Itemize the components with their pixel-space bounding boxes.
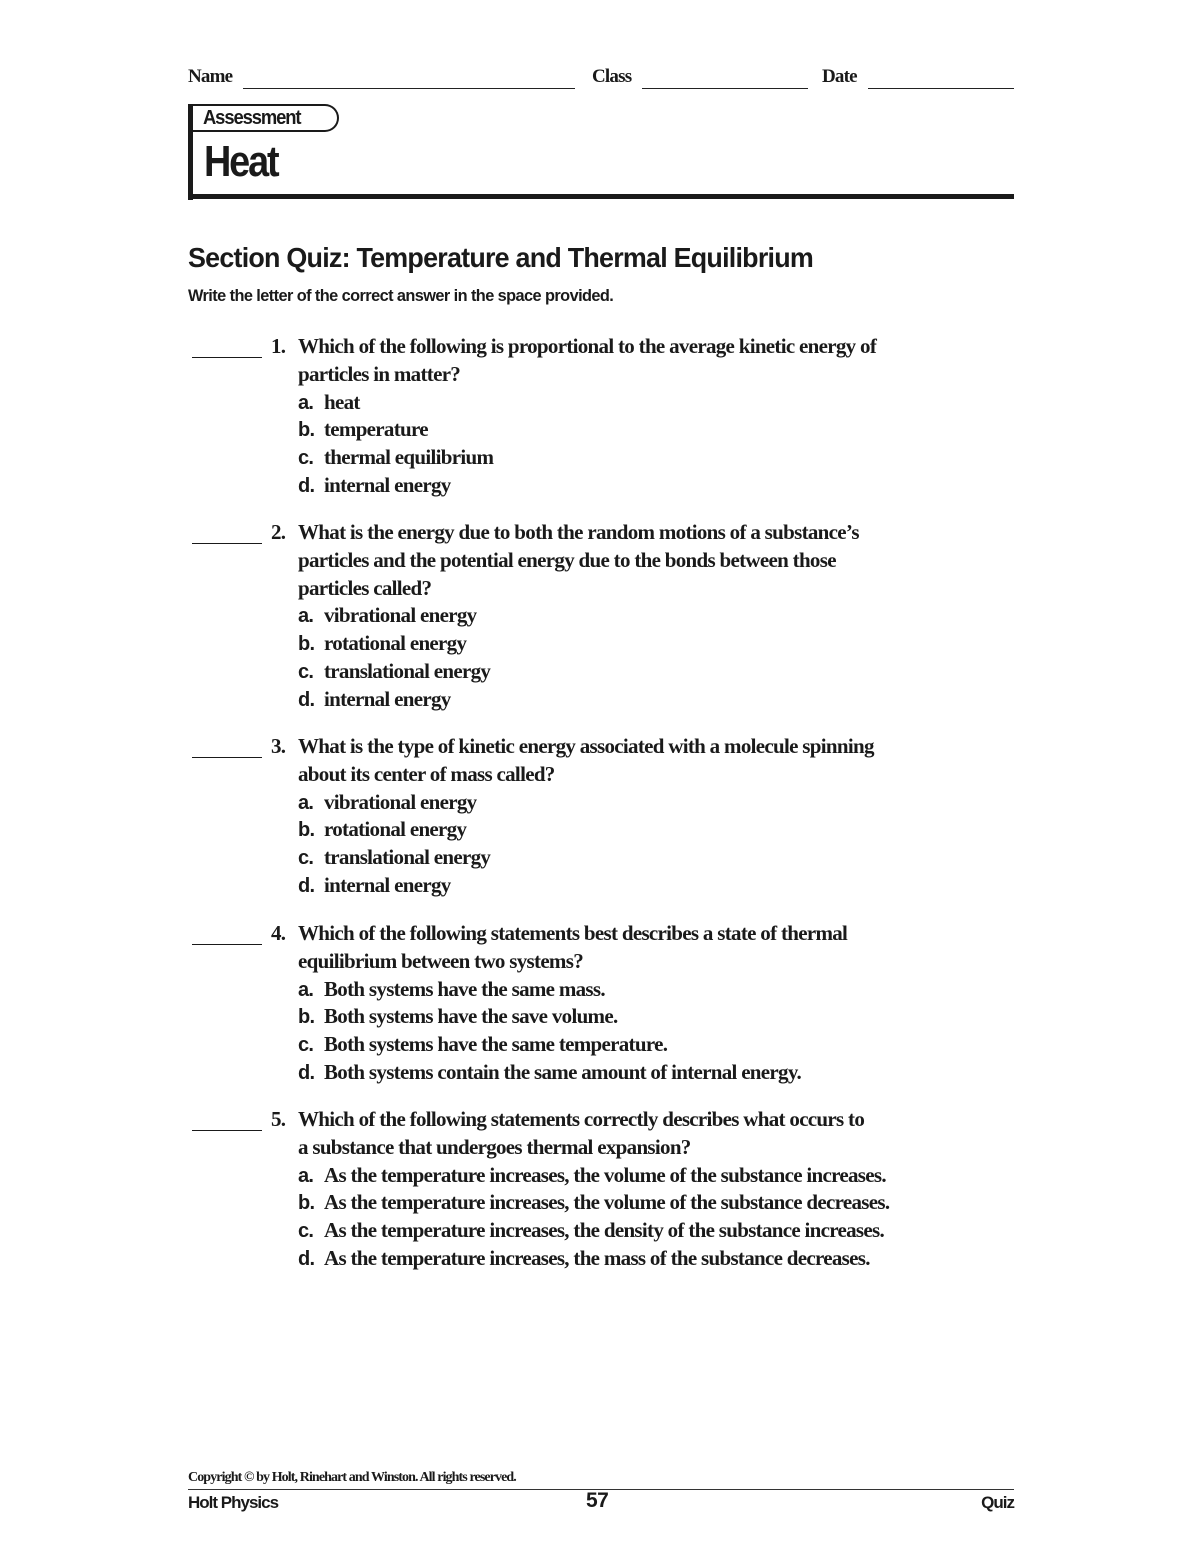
option-letter: a. (298, 978, 314, 1001)
section-title: Section Quiz: Temperature and Thermal Equilibrium (188, 242, 814, 273)
class-field[interactable] (642, 88, 808, 89)
option-letter: b. (298, 1006, 315, 1029)
option-b (298, 416, 493, 444)
answer-blank-5[interactable] (192, 1130, 262, 1131)
student-info-header (188, 66, 1014, 90)
assessment-tag-label: Assessment (203, 107, 301, 129)
answer-blank-1[interactable] (192, 357, 262, 358)
answer-blank-2[interactable] (192, 543, 262, 544)
option-a (298, 389, 493, 417)
option-text: vibrational energy (324, 789, 477, 814)
answer-blank-3[interactable] (192, 757, 262, 758)
stem-line: equilibrium between two systems? (298, 948, 584, 973)
stem-line: about its center of mass called? (298, 761, 555, 786)
option-text: temperature (324, 417, 428, 442)
question-stem (298, 920, 1018, 976)
footer-doc-type: Quiz (981, 1493, 1014, 1512)
option-c (298, 658, 490, 686)
option-c (298, 844, 490, 872)
stem-line: particles called? (298, 575, 432, 600)
name-label: Name (188, 66, 233, 87)
option-text: heat (324, 389, 360, 414)
option-text: As the temperature increases, the density of the substance increases. (324, 1218, 885, 1243)
date-label: Date (822, 66, 857, 87)
option-text: translational energy (324, 658, 491, 683)
footer-book-title: Holt Physics (188, 1493, 279, 1512)
stem-line: What is the energy due to both the random motions of a substance’s (298, 520, 859, 544)
options-list (298, 976, 801, 1087)
option-letter: d. (298, 874, 315, 897)
chapter-title: Heat (204, 137, 278, 186)
class-label: Class (592, 66, 632, 87)
option-letter: c. (298, 1034, 314, 1057)
option-c (298, 444, 493, 472)
option-a (298, 1162, 889, 1190)
question-number: 5. (271, 1107, 286, 1131)
banner-bottom-rule (188, 194, 1014, 199)
option-text: As the temperature increases, the mass of the substance decreases. (324, 1245, 870, 1270)
option-letter: b. (298, 633, 315, 656)
option-c (298, 1217, 889, 1245)
option-b (298, 630, 490, 658)
option-letter: a. (298, 791, 314, 814)
question-number: 1. (271, 334, 286, 358)
option-letter: d. (298, 474, 315, 497)
option-text: Both systems have the save volume. (324, 1004, 618, 1029)
question-stem (298, 519, 1018, 602)
option-text: translational energy (324, 845, 491, 870)
option-letter: d. (298, 1247, 315, 1270)
option-letter: a. (298, 1164, 314, 1187)
assessment-tag (191, 104, 339, 132)
option-b (298, 1189, 889, 1217)
option-text: internal energy (324, 472, 451, 497)
stem-line: Which of the following statements correctly describes what occurs to (298, 1107, 865, 1131)
option-c (298, 1031, 801, 1059)
name-field[interactable] (243, 88, 575, 89)
option-b (298, 816, 490, 844)
option-d (298, 1059, 801, 1087)
options-list (298, 789, 490, 900)
assessment-banner (188, 104, 1014, 200)
stem-line: particles in matter? (298, 361, 461, 386)
option-a (298, 602, 490, 630)
question-stem (298, 1106, 1018, 1162)
page-number: 57 (586, 1489, 609, 1512)
options-list (298, 1162, 889, 1273)
stem-line: Which of the following statements best describes a state of thermal (298, 921, 848, 945)
option-letter: c. (298, 447, 314, 470)
stem-line: Which of the following is proportional to the average kinetic energy of (298, 334, 877, 358)
option-letter: c. (298, 847, 314, 870)
question-number: 2. (271, 520, 286, 544)
answer-blank-4[interactable] (192, 944, 262, 945)
option-d (298, 872, 490, 900)
options-list (298, 389, 493, 500)
stem-line: particles and the potential energy due to the bonds between those (298, 547, 836, 572)
option-a (298, 789, 490, 817)
option-letter: a. (298, 605, 314, 628)
option-text: Both systems have the same mass. (324, 976, 605, 1001)
stem-line: a substance that undergoes thermal expansion? (298, 1134, 691, 1159)
option-letter: d. (298, 688, 315, 711)
option-d (298, 1245, 889, 1273)
question-number: 3. (271, 734, 286, 758)
option-d (298, 686, 490, 714)
option-text: Both systems contain the same amount of internal energy. (324, 1059, 802, 1084)
option-b (298, 1003, 801, 1031)
option-text: As the temperature increases, the volume of the substance increases. (324, 1162, 886, 1187)
question-stem (298, 733, 1018, 789)
option-text: vibrational energy (324, 603, 477, 628)
option-text: internal energy (324, 686, 451, 711)
option-letter: b. (298, 419, 315, 442)
stem-line: What is the type of kinetic energy associated with a molecule spinning (298, 734, 874, 758)
question-stem (298, 333, 1018, 389)
option-text: rotational energy (324, 631, 467, 656)
option-text: Both systems have the same temperature. (324, 1032, 668, 1057)
option-letter: c. (298, 660, 314, 683)
instructions: Write the letter of the correct answer in the space provided. (188, 286, 614, 305)
option-letter: d. (298, 1061, 315, 1084)
date-field[interactable] (868, 88, 1014, 89)
option-d (298, 472, 493, 500)
copyright-notice: Copyright © by Holt, Rinehart and Winston. All rights reserved. (188, 1470, 516, 1485)
option-letter: b. (298, 819, 315, 842)
option-text: internal energy (324, 872, 451, 897)
options-list (298, 602, 490, 713)
option-a (298, 976, 801, 1004)
question-number: 4. (271, 921, 286, 945)
option-text: thermal equilibrium (324, 445, 494, 470)
option-letter: b. (298, 1192, 315, 1215)
option-text: As the temperature increases, the volume of the substance decreases. (324, 1190, 890, 1215)
option-letter: a. (298, 391, 314, 414)
option-text: rotational energy (324, 817, 467, 842)
option-letter: c. (298, 1220, 314, 1243)
